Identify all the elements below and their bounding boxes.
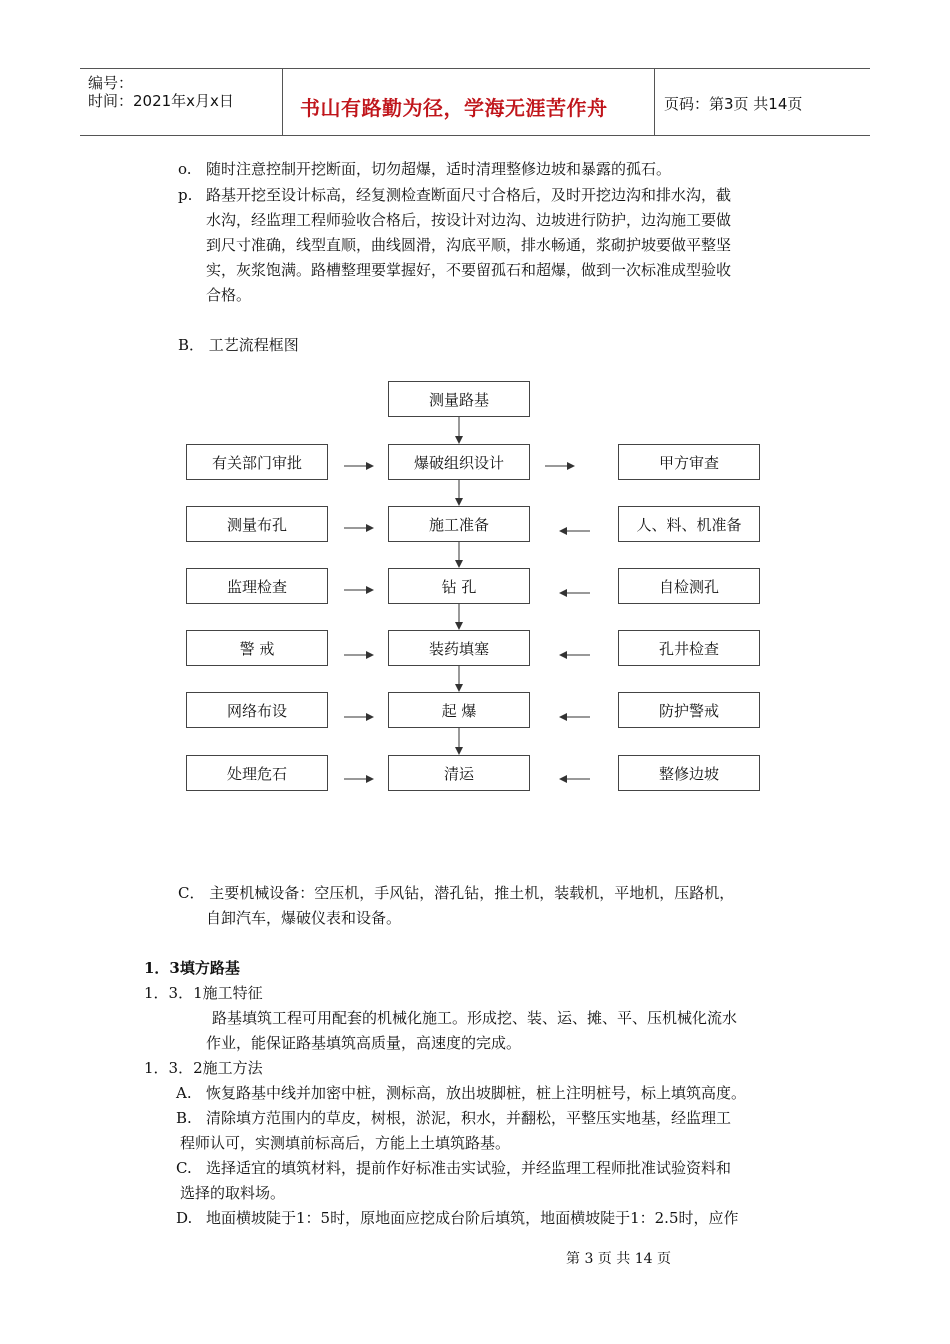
- section-1-3-1-line: 路基填筑工程可用配套的机械化施工。形成挖、装、运、摊、平、压机械化流水: [212, 1009, 738, 1027]
- section-1-3-1-line: 作业，能保证路基填筑高质量，高速度的完成。: [206, 1034, 522, 1052]
- header-page-label: 页码：第3页 共14页: [664, 95, 803, 113]
- flow-center-box: 钻 孔: [388, 568, 530, 604]
- flow-left-box: 测量布孔: [186, 506, 328, 542]
- item-p-line: 实，灰浆饱满。路槽整理要掌握好，不要留孤石和超爆，做到一次标准成型验收: [206, 261, 732, 279]
- item-p-line: 路基开挖至设计标高，经复测检查断面尺寸合格后，及时开挖边沟和排水沟，截: [206, 186, 732, 204]
- flow-left-box: 网络布设: [186, 692, 328, 728]
- section-c-line: C． 主要机械设备：空压机，手风钻，潜孔钻，推土机，装载机，平地机，压路机，: [178, 884, 735, 902]
- flow-center-box: 装药填塞: [388, 630, 530, 666]
- flow-center-box: 测量路基: [388, 381, 530, 417]
- flow-center-box: 爆破组织设计: [388, 444, 530, 480]
- method-line: 程师认可，实测填前标高后，方能上土填筑路基。: [180, 1134, 511, 1152]
- header-motto: 书山有路勤为径，学海无涯苦作舟: [300, 96, 608, 120]
- flow-left-box: 处理危石: [186, 755, 328, 791]
- method-marker: B.: [176, 1109, 192, 1127]
- header-time-label: 时间：2021年x月x日: [88, 92, 234, 110]
- method-line: 选择适宜的填筑材料，提前作好标准击实试验，并经监理工程师批准试验资料和: [206, 1159, 732, 1177]
- section-1-3-title: 1．3填方路基: [144, 959, 240, 977]
- page-footer: 第 3 页 共 14 页: [566, 1251, 671, 1267]
- section-1-3-2-title: 1．3．2施工方法: [144, 1059, 263, 1077]
- flow-center-box: 清运: [388, 755, 530, 791]
- method-line: 恢复路基中线并加密中桩，测标高，放出坡脚桩，桩上注明桩号，标上填筑高度。: [206, 1084, 747, 1102]
- item-p-line: 到尺寸准确，线型直顺，曲线圆滑，沟底平顺，排水畅通，浆砌护坡要做平整坚: [206, 236, 732, 254]
- flow-center-box: 施工准备: [388, 506, 530, 542]
- item-o-line: 随时注意控制开挖断面，切勿超爆，适时清理整修边坡和暴露的孤石。: [206, 160, 672, 178]
- header-number-label: 编号：: [88, 74, 134, 92]
- flow-left-box: 有关部门审批: [186, 444, 328, 480]
- flow-right-box: 整修边坡: [618, 755, 760, 791]
- item-p-line: 水沟，经监理工程师验收合格后，按设计对边沟、边坡进行防护，边沟施工要做: [206, 211, 732, 229]
- method-marker: A.: [176, 1084, 192, 1102]
- method-marker: D.: [176, 1209, 193, 1227]
- method-line: 选择的取料场。: [180, 1184, 286, 1202]
- item-p-line: 合格。: [206, 286, 252, 304]
- flow-right-box: 防护警戒: [618, 692, 760, 728]
- flow-right-box: 甲方审查: [618, 444, 760, 480]
- flow-right-box: 孔井检查: [618, 630, 760, 666]
- method-line: 地面横坡陡于1：5时，原地面应挖成台阶后填筑，地面横坡陡于1：2.5时，应作: [206, 1209, 739, 1227]
- flow-left-box: 警 戒: [186, 630, 328, 666]
- flow-right-box: 自检测孔: [618, 568, 760, 604]
- item-o-marker: o.: [178, 160, 192, 178]
- method-marker: C.: [176, 1159, 192, 1177]
- section-1-3-1-title: 1．3．1施工特征: [144, 984, 263, 1002]
- item-p-marker: p.: [178, 186, 193, 204]
- section-b-title: B． 工艺流程框图: [178, 336, 299, 354]
- method-line: 清除填方范围内的草皮，树根，淤泥，积水，并翻松，平整压实地基，经监理工: [206, 1109, 732, 1127]
- flow-left-box: 监理检查: [186, 568, 328, 604]
- section-c-line: 自卸汽车，爆破仪表和设备。: [206, 909, 402, 927]
- flow-center-box: 起 爆: [388, 692, 530, 728]
- flow-right-box: 人、料、机准备: [618, 506, 760, 542]
